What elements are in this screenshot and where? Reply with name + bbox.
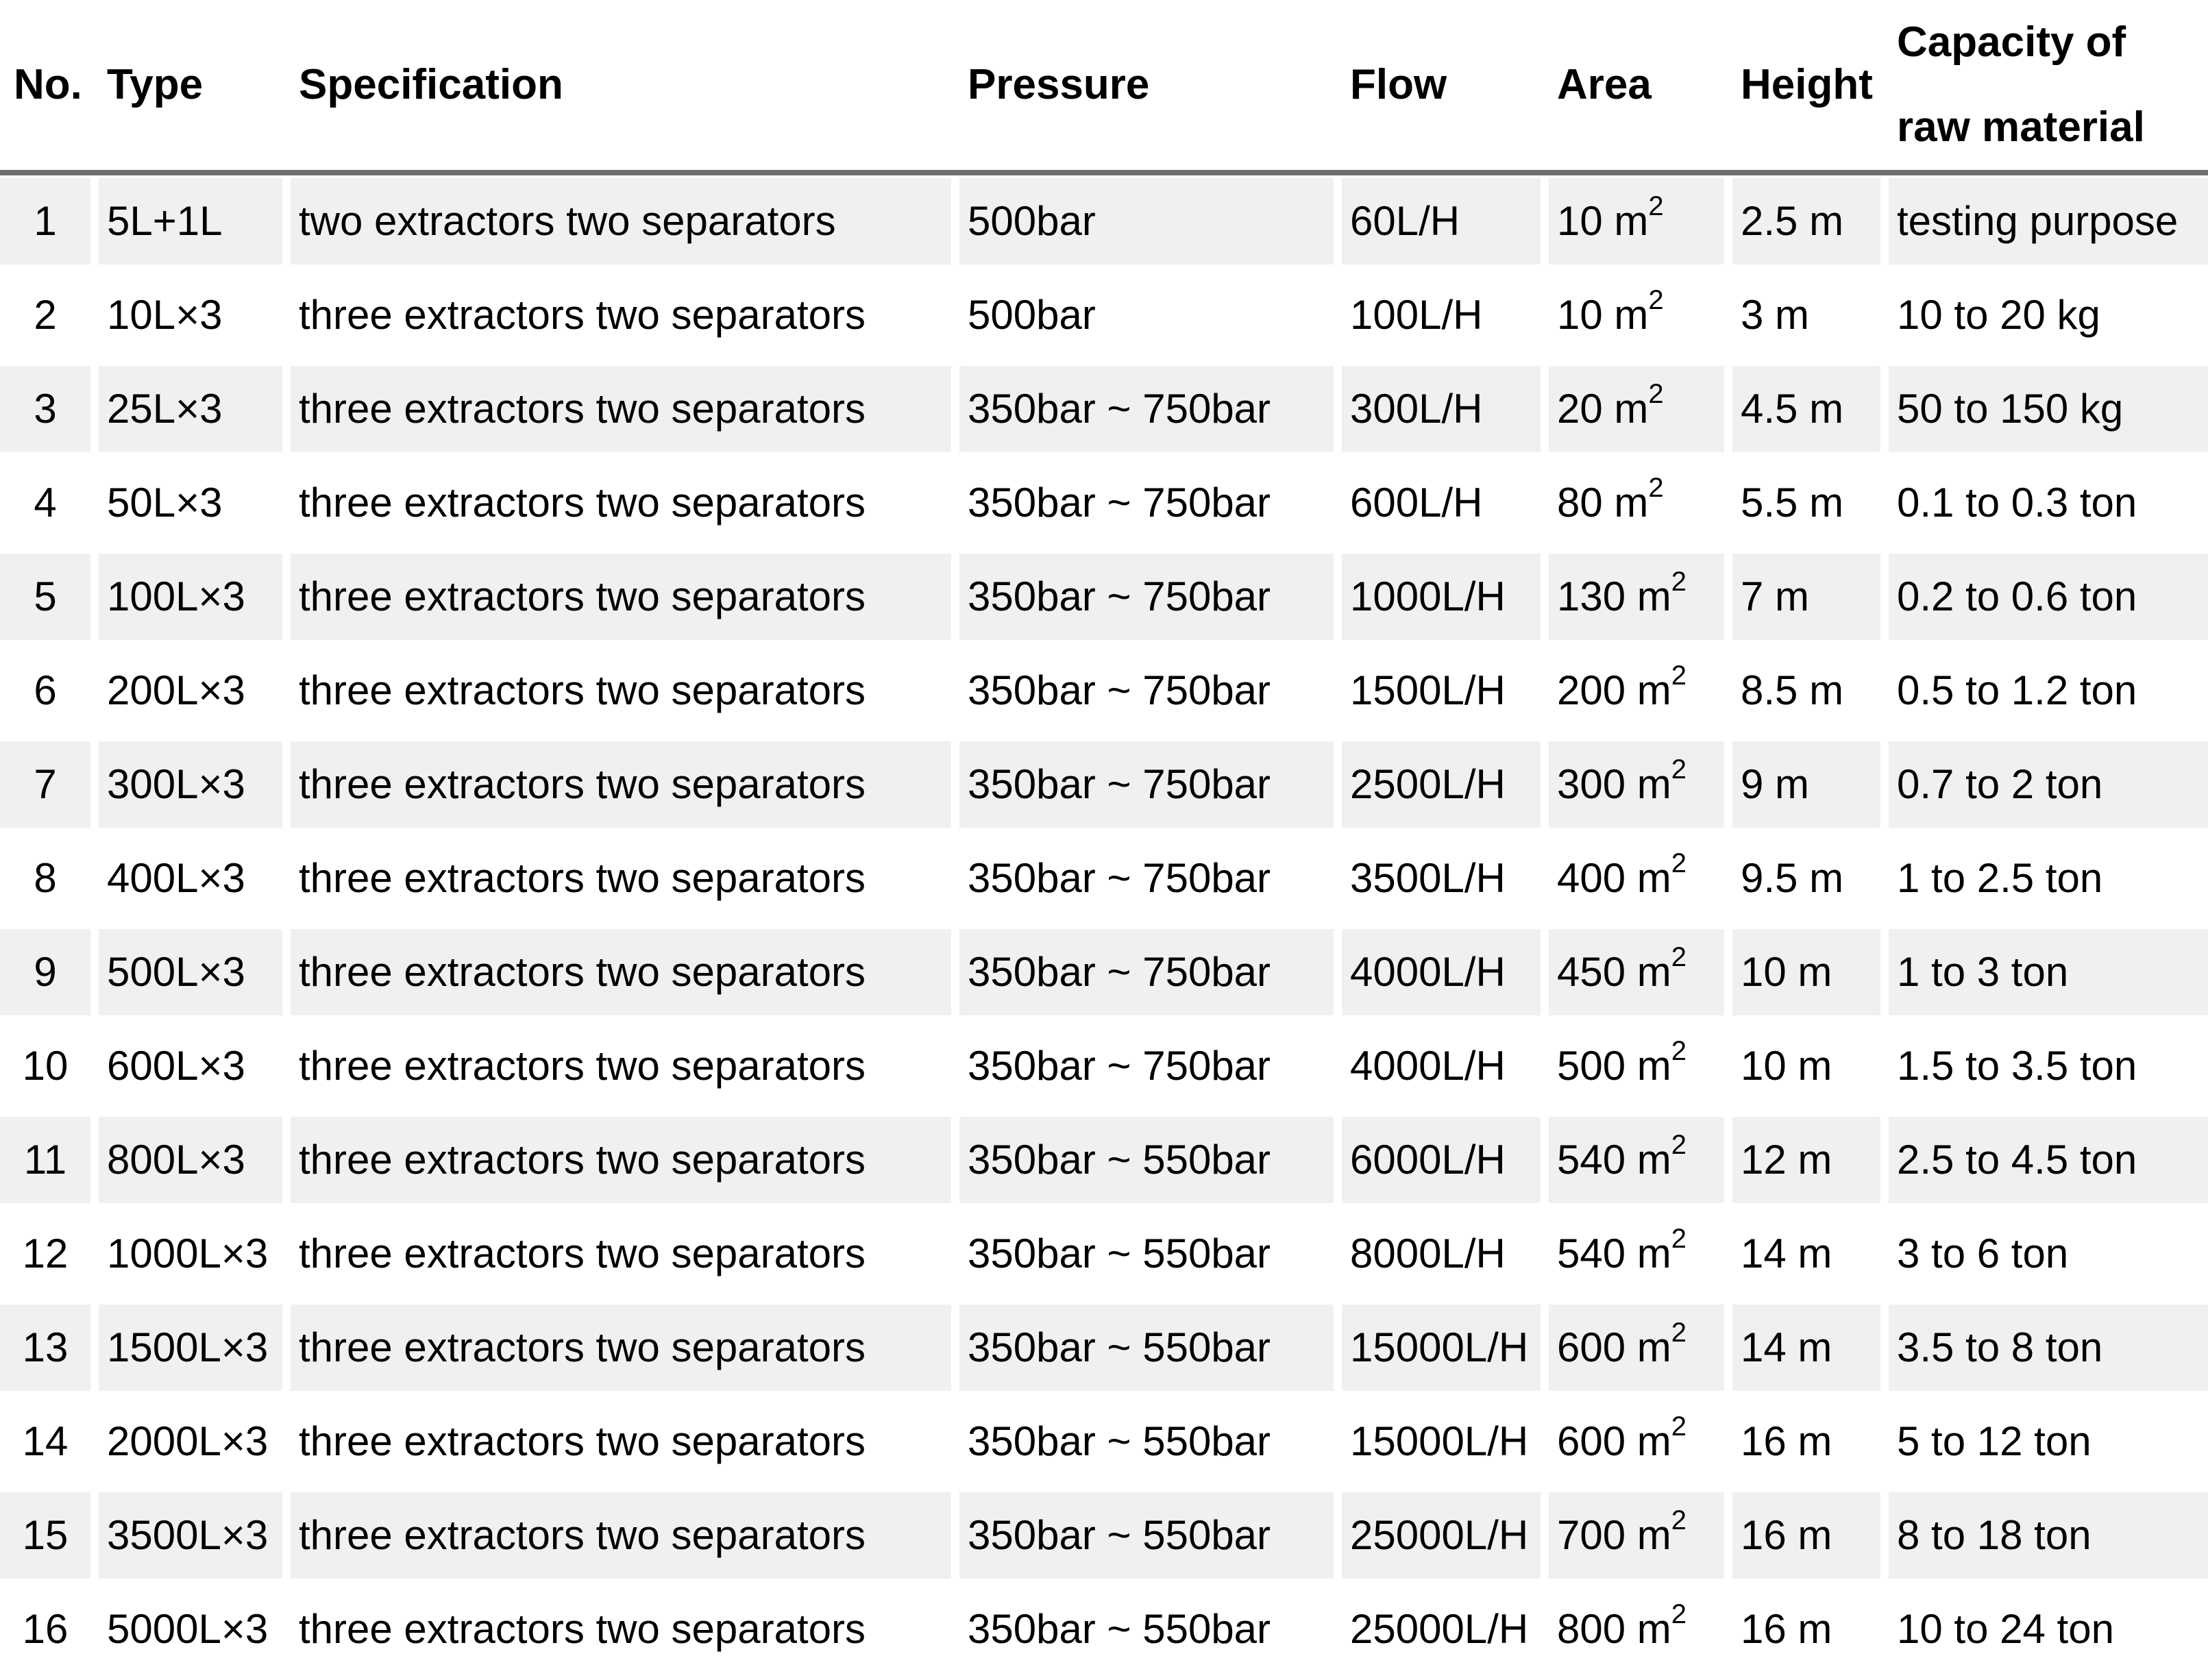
header-capacity-line2: raw material <box>1897 103 2145 151</box>
table-row <box>0 1398 2208 1492</box>
cell-area <box>1549 1398 1732 1492</box>
table-body <box>0 175 2208 1680</box>
area-unit: m <box>1636 1043 1671 1089</box>
area-unit: m <box>1636 1606 1671 1652</box>
cell-capacity: 8 to 18 ton <box>1889 1492 2208 1586</box>
cell-specification: three extractors two separators <box>291 554 959 647</box>
table-row <box>0 554 2208 647</box>
cell-capacity: 1 to 2.5 ton <box>1889 835 2208 929</box>
header-flow: Flow <box>1342 0 1549 175</box>
area-value: 500 <box>1557 1043 1626 1089</box>
header-specification: Specification <box>291 0 959 175</box>
area-value: 600 <box>1557 1418 1626 1464</box>
area-value: 400 <box>1557 855 1626 901</box>
cell-flow: 1000L/H <box>1342 554 1549 647</box>
area-unit: m <box>1636 1324 1671 1370</box>
area-exponent: 2 <box>1671 1505 1687 1535</box>
cell-type: 1000L×3 <box>99 1211 291 1305</box>
cell-flow: 1500L/H <box>1342 647 1549 741</box>
cell-type: 3500L×3 <box>99 1492 291 1586</box>
cell-capacity: 5 to 12 ton <box>1889 1398 2208 1492</box>
cell-specification: three extractors two separators <box>291 647 959 741</box>
area-value: 540 <box>1557 1137 1626 1183</box>
table-row <box>0 1586 2208 1680</box>
cell-pressure: 350bar ~ 750bar <box>959 460 1342 554</box>
area-unit: m <box>1614 480 1649 526</box>
cell-flow: 100L/H <box>1342 272 1549 366</box>
cell-no: 12 <box>0 1211 99 1305</box>
cell-height: 2.5 m <box>1732 175 1889 272</box>
area-value: 700 <box>1557 1512 1626 1558</box>
header-no: No. <box>0 0 99 175</box>
cell-pressure: 350bar ~ 750bar <box>959 554 1342 647</box>
table-row <box>0 835 2208 929</box>
area-value: 200 <box>1557 667 1626 713</box>
area-unit: m <box>1636 1512 1671 1558</box>
cell-capacity: 0.5 to 1.2 ton <box>1889 647 2208 741</box>
cell-pressure: 500bar <box>959 272 1342 366</box>
cell-height: 10 m <box>1732 929 1889 1023</box>
cell-flow: 4000L/H <box>1342 929 1549 1023</box>
cell-no: 15 <box>0 1492 99 1586</box>
cell-height: 3 m <box>1732 272 1889 366</box>
cell-flow: 60L/H <box>1342 175 1549 272</box>
area-exponent: 2 <box>1671 1318 1687 1348</box>
cell-no: 10 <box>0 1023 99 1117</box>
cell-specification: three extractors two separators <box>291 1586 959 1680</box>
table-row <box>0 1492 2208 1586</box>
cell-capacity: 1 to 3 ton <box>1889 929 2208 1023</box>
cell-area <box>1549 1023 1732 1117</box>
cell-capacity: 50 to 150 kg <box>1889 366 2208 460</box>
cell-flow: 8000L/H <box>1342 1211 1549 1305</box>
cell-capacity: 0.1 to 0.3 ton <box>1889 460 2208 554</box>
cell-area <box>1549 1117 1732 1211</box>
cell-no: 9 <box>0 929 99 1023</box>
cell-type: 300L×3 <box>99 741 291 835</box>
cell-capacity: 3.5 to 8 ton <box>1889 1305 2208 1398</box>
cell-area <box>1549 1492 1732 1586</box>
cell-type: 1500L×3 <box>99 1305 291 1398</box>
cell-flow: 25000L/H <box>1342 1586 1549 1680</box>
area-value: 600 <box>1557 1324 1626 1370</box>
area-exponent: 2 <box>1671 1599 1687 1629</box>
area-exponent: 2 <box>1648 285 1664 315</box>
cell-area <box>1549 835 1732 929</box>
area-value: 80 <box>1557 480 1603 526</box>
area-exponent: 2 <box>1671 567 1687 597</box>
area-unit: m <box>1636 1231 1671 1276</box>
cell-pressure: 350bar ~ 750bar <box>959 1023 1342 1117</box>
cell-height: 10 m <box>1732 1023 1889 1117</box>
cell-height: 14 m <box>1732 1305 1889 1398</box>
area-exponent: 2 <box>1671 1411 1687 1442</box>
cell-no: 8 <box>0 835 99 929</box>
area-unit: m <box>1636 855 1671 901</box>
table-row <box>0 175 2208 272</box>
cell-capacity: 0.7 to 2 ton <box>1889 741 2208 835</box>
cell-specification: three extractors two separators <box>291 1305 959 1398</box>
cell-flow: 15000L/H <box>1342 1398 1549 1492</box>
cell-capacity: 10 to 24 ton <box>1889 1586 2208 1680</box>
area-exponent: 2 <box>1648 473 1664 503</box>
cell-pressure: 350bar ~ 750bar <box>959 835 1342 929</box>
cell-type: 10L×3 <box>99 272 291 366</box>
cell-pressure: 350bar ~ 550bar <box>959 1117 1342 1211</box>
cell-capacity: 0.2 to 0.6 ton <box>1889 554 2208 647</box>
cell-specification: three extractors two separators <box>291 1117 959 1211</box>
header-capacity-line1: Capacity of <box>1897 18 2126 66</box>
cell-area <box>1549 929 1732 1023</box>
table-row <box>0 1023 2208 1117</box>
cell-area <box>1549 1586 1732 1680</box>
cell-specification: three extractors two separators <box>291 366 959 460</box>
cell-height: 7 m <box>1732 554 1889 647</box>
area-unit: m <box>1636 1418 1671 1464</box>
cell-no: 4 <box>0 460 99 554</box>
cell-type: 2000L×3 <box>99 1398 291 1492</box>
cell-pressure: 350bar ~ 550bar <box>959 1492 1342 1586</box>
cell-pressure: 350bar ~ 750bar <box>959 929 1342 1023</box>
area-exponent: 2 <box>1671 1130 1687 1160</box>
cell-type: 25L×3 <box>99 366 291 460</box>
cell-height: 4.5 m <box>1732 366 1889 460</box>
cell-flow: 2500L/H <box>1342 741 1549 835</box>
cell-height: 12 m <box>1732 1117 1889 1211</box>
area-unit: m <box>1636 761 1671 807</box>
area-exponent: 2 <box>1671 1224 1687 1254</box>
cell-type: 100L×3 <box>99 554 291 647</box>
cell-specification: three extractors two separators <box>291 460 959 554</box>
cell-capacity: 3 to 6 ton <box>1889 1211 2208 1305</box>
cell-area <box>1549 460 1732 554</box>
area-unit: m <box>1636 573 1671 619</box>
cell-pressure: 350bar ~ 550bar <box>959 1586 1342 1680</box>
cell-no: 2 <box>0 272 99 366</box>
header-capacity <box>1889 0 2208 175</box>
area-exponent: 2 <box>1648 191 1664 221</box>
cell-type: 400L×3 <box>99 835 291 929</box>
cell-type: 5L+1L <box>99 175 291 272</box>
cell-type: 50L×3 <box>99 460 291 554</box>
cell-specification: three extractors two separators <box>291 835 959 929</box>
cell-no: 11 <box>0 1117 99 1211</box>
table-row <box>0 366 2208 460</box>
cell-specification: three extractors two separators <box>291 1211 959 1305</box>
cell-height: 16 m <box>1732 1586 1889 1680</box>
area-unit: m <box>1614 386 1649 432</box>
cell-no: 16 <box>0 1586 99 1680</box>
header-area: Area <box>1549 0 1732 175</box>
cell-no: 3 <box>0 366 99 460</box>
cell-pressure: 350bar ~ 750bar <box>959 741 1342 835</box>
cell-specification: two extractors two separators <box>291 175 959 272</box>
cell-type: 200L×3 <box>99 647 291 741</box>
area-value: 10 <box>1557 198 1603 244</box>
table-row <box>0 741 2208 835</box>
area-exponent: 2 <box>1671 848 1687 878</box>
table-row <box>0 460 2208 554</box>
cell-no: 7 <box>0 741 99 835</box>
table-row <box>0 272 2208 366</box>
cell-area <box>1549 366 1732 460</box>
area-unit: m <box>1614 292 1649 338</box>
area-value: 20 <box>1557 386 1603 432</box>
cell-height: 16 m <box>1732 1492 1889 1586</box>
cell-area <box>1549 175 1732 272</box>
cell-pressure: 350bar ~ 750bar <box>959 647 1342 741</box>
cell-flow: 4000L/H <box>1342 1023 1549 1117</box>
cell-flow: 300L/H <box>1342 366 1549 460</box>
cell-type: 800L×3 <box>99 1117 291 1211</box>
cell-flow: 25000L/H <box>1342 1492 1549 1586</box>
table-row <box>0 929 2208 1023</box>
cell-specification: three extractors two separators <box>291 272 959 366</box>
header-height: Height <box>1732 0 1889 175</box>
table-row <box>0 1211 2208 1305</box>
area-value: 540 <box>1557 1231 1626 1276</box>
cell-capacity: 2.5 to 4.5 ton <box>1889 1117 2208 1211</box>
cell-pressure: 500bar <box>959 175 1342 272</box>
cell-capacity: testing purpose <box>1889 175 2208 272</box>
cell-flow: 3500L/H <box>1342 835 1549 929</box>
cell-specification: three extractors two separators <box>291 1398 959 1492</box>
cell-pressure: 350bar ~ 550bar <box>959 1211 1342 1305</box>
cell-type: 5000L×3 <box>99 1586 291 1680</box>
cell-capacity: 1.5 to 3.5 ton <box>1889 1023 2208 1117</box>
cell-area <box>1549 741 1732 835</box>
cell-area <box>1549 554 1732 647</box>
area-value: 450 <box>1557 949 1626 995</box>
area-value: 10 <box>1557 292 1603 338</box>
cell-area <box>1549 1305 1732 1398</box>
area-value: 800 <box>1557 1606 1626 1652</box>
header-pressure: Pressure <box>959 0 1342 175</box>
cell-no: 5 <box>0 554 99 647</box>
cell-specification: three extractors two separators <box>291 741 959 835</box>
cell-pressure: 350bar ~ 550bar <box>959 1305 1342 1398</box>
cell-no: 6 <box>0 647 99 741</box>
cell-height: 9 m <box>1732 741 1889 835</box>
cell-pressure: 350bar ~ 750bar <box>959 366 1342 460</box>
cell-no: 1 <box>0 175 99 272</box>
cell-area <box>1549 647 1732 741</box>
area-unit: m <box>1636 1137 1671 1183</box>
cell-capacity: 10 to 20 kg <box>1889 272 2208 366</box>
cell-no: 13 <box>0 1305 99 1398</box>
area-exponent: 2 <box>1671 1036 1687 1066</box>
cell-height: 16 m <box>1732 1398 1889 1492</box>
cell-area <box>1549 272 1732 366</box>
table-row <box>0 1305 2208 1398</box>
cell-flow: 15000L/H <box>1342 1305 1549 1398</box>
table-row <box>0 1117 2208 1211</box>
cell-height: 14 m <box>1732 1211 1889 1305</box>
cell-specification: three extractors two separators <box>291 929 959 1023</box>
area-exponent: 2 <box>1671 660 1687 691</box>
area-exponent: 2 <box>1648 379 1664 409</box>
area-exponent: 2 <box>1671 942 1687 972</box>
table-row <box>0 647 2208 741</box>
cell-height: 9.5 m <box>1732 835 1889 929</box>
cell-height: 5.5 m <box>1732 460 1889 554</box>
cell-flow: 6000L/H <box>1342 1117 1549 1211</box>
area-unit: m <box>1614 198 1649 244</box>
area-unit: m <box>1636 949 1671 995</box>
cell-no: 14 <box>0 1398 99 1492</box>
cell-type: 600L×3 <box>99 1023 291 1117</box>
cell-specification: three extractors two separators <box>291 1492 959 1586</box>
table-header-row <box>0 0 2208 175</box>
cell-type: 500L×3 <box>99 929 291 1023</box>
area-exponent: 2 <box>1671 754 1687 785</box>
area-unit: m <box>1636 667 1671 713</box>
cell-flow: 600L/H <box>1342 460 1549 554</box>
cell-pressure: 350bar ~ 550bar <box>959 1398 1342 1492</box>
area-value: 130 <box>1557 573 1626 619</box>
cell-specification: three extractors two separators <box>291 1023 959 1117</box>
cell-area <box>1549 1211 1732 1305</box>
cell-height: 8.5 m <box>1732 647 1889 741</box>
header-type: Type <box>99 0 291 175</box>
area-value: 300 <box>1557 761 1626 807</box>
